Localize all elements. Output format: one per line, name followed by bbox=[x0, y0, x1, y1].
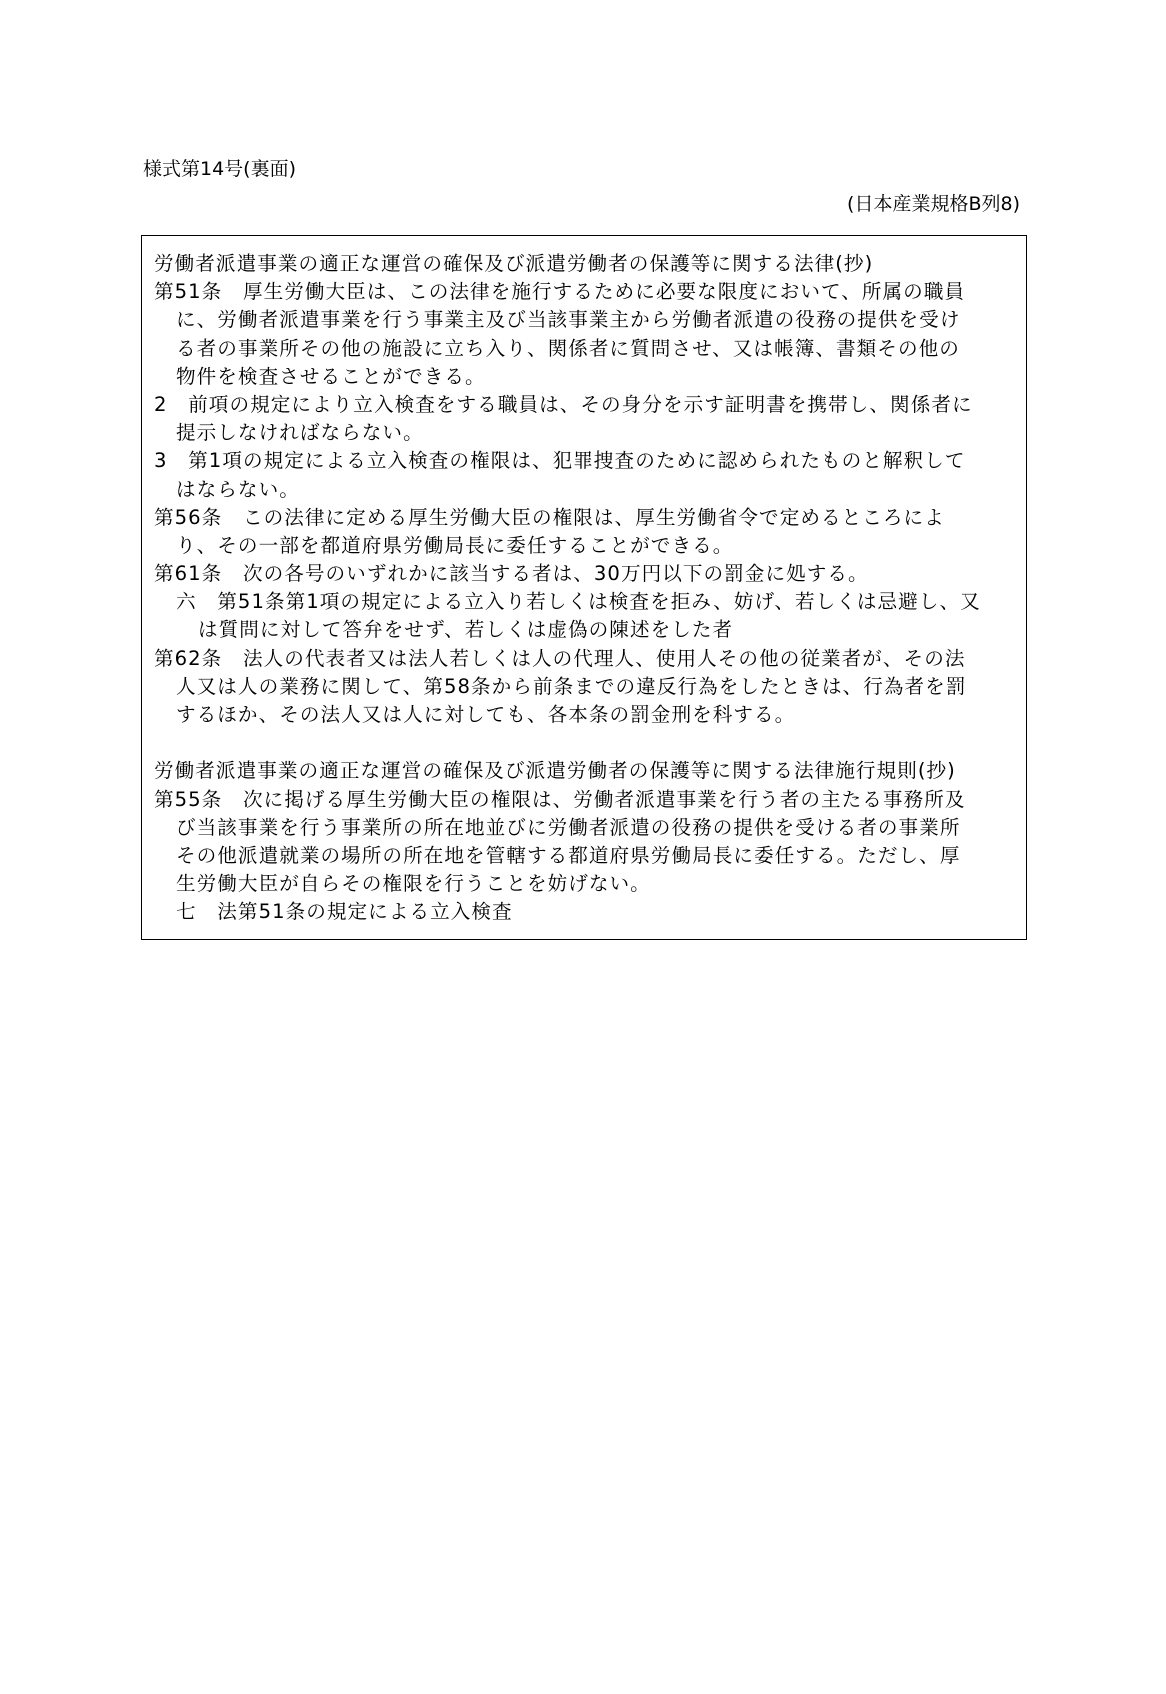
regulation-title: 労働者派遣事業の適正な運営の確保及び派遣労働者の保護等に関する法律施行規則(抄) bbox=[154, 759, 956, 783]
article-51-para-2-line-1: 2 前項の規定により立入検査をする職員は、その身分を示す証明書を携帯し、関係者に bbox=[154, 392, 973, 416]
reg-article-55-line-3: その他派遣就業の場所の所在地を管轄する都道府県労働局長に委任する。ただし、厚 bbox=[176, 843, 961, 867]
article-56-line-1: 第56条 この法律に定める厚生労働大臣の権限は、厚生労働省令で定めるところによ bbox=[154, 505, 945, 529]
article-61-line-1: 第61条 次の各号のいずれかに該当する者は、30万円以下の罰金に処する。 bbox=[154, 562, 869, 586]
reg-article-55-line-1: 第55条 次に掲げる厚生労働大臣の権限は、労働者派遣事業を行う者の主たる事務所及 bbox=[154, 787, 966, 811]
act-title: 労働者派遣事業の適正な運営の確保及び派遣労働者の保護等に関する法律(抄) bbox=[154, 252, 874, 275]
reg-article-55-item-7: 七 法第51条の規定による立入検査 bbox=[176, 900, 513, 924]
article-51-para-2-line-2: 提示しなければならない。 bbox=[176, 421, 424, 445]
reg-article-55-line-2: び当該事業を行う事業所の所在地並びに労働者派遣の役務の提供を受ける者の事業所 bbox=[176, 815, 961, 839]
article-62-line-1: 第62条 法人の代表者又は法人若しくは人の代理人、使用人その他の従業者が、その法 bbox=[154, 646, 966, 670]
article-61-item-6-line-2: は質問に対して答弁をせず、若しくは虚偽の陳述をした者 bbox=[198, 618, 734, 642]
section-spacer bbox=[154, 729, 1016, 757]
article-61-item-6-line-1: 六 第51条第1項の規定による立入り若しくは検査を拒み、妨げ、若しくは忌避し、又 bbox=[176, 590, 981, 614]
article-51-line-2: に、労働者派遣事業を行う事業主及び当該事業主から労働者派遣の役務の提供を受け bbox=[176, 308, 961, 332]
article-51-line-4: 物件を検査させることができる。 bbox=[176, 364, 486, 388]
article-51-para-3-line-2: はならない。 bbox=[176, 477, 300, 501]
article-51-line-1: 第51条 厚生労働大臣は、この法律を施行するために必要な限度において、所属の職員 bbox=[154, 280, 966, 304]
article-62-line-2: 人又は人の業務に関して、第58条から前条までの違反行為をしたときは、行為者を罰 bbox=[176, 674, 967, 698]
law-excerpt-box bbox=[141, 235, 1027, 940]
article-56-line-2: り、その一部を都道府県労働局長に委任することができる。 bbox=[176, 533, 734, 557]
reg-article-55-line-4: 生労働大臣が自らその権限を行うことを妨げない。 bbox=[176, 872, 651, 896]
law-excerpt-content bbox=[154, 250, 1016, 927]
paper-spec-note: (日本産業規格B列8) bbox=[847, 193, 1020, 215]
article-51-para-3-line-1: 3 第1項の規定による立入検査の権限は、犯罪捜査のために認められたものと解釈して bbox=[154, 449, 966, 473]
article-62-line-3: するほか、その法人又は人に対しても、各本条の罰金刑を科する。 bbox=[176, 703, 796, 726]
form-number-title: 様式第14号(裏面) bbox=[143, 158, 297, 180]
article-51-line-3: る者の事業所その他の施設に立ち入り、関係者に質問させ、又は帳簿、書類その他の bbox=[176, 336, 960, 360]
